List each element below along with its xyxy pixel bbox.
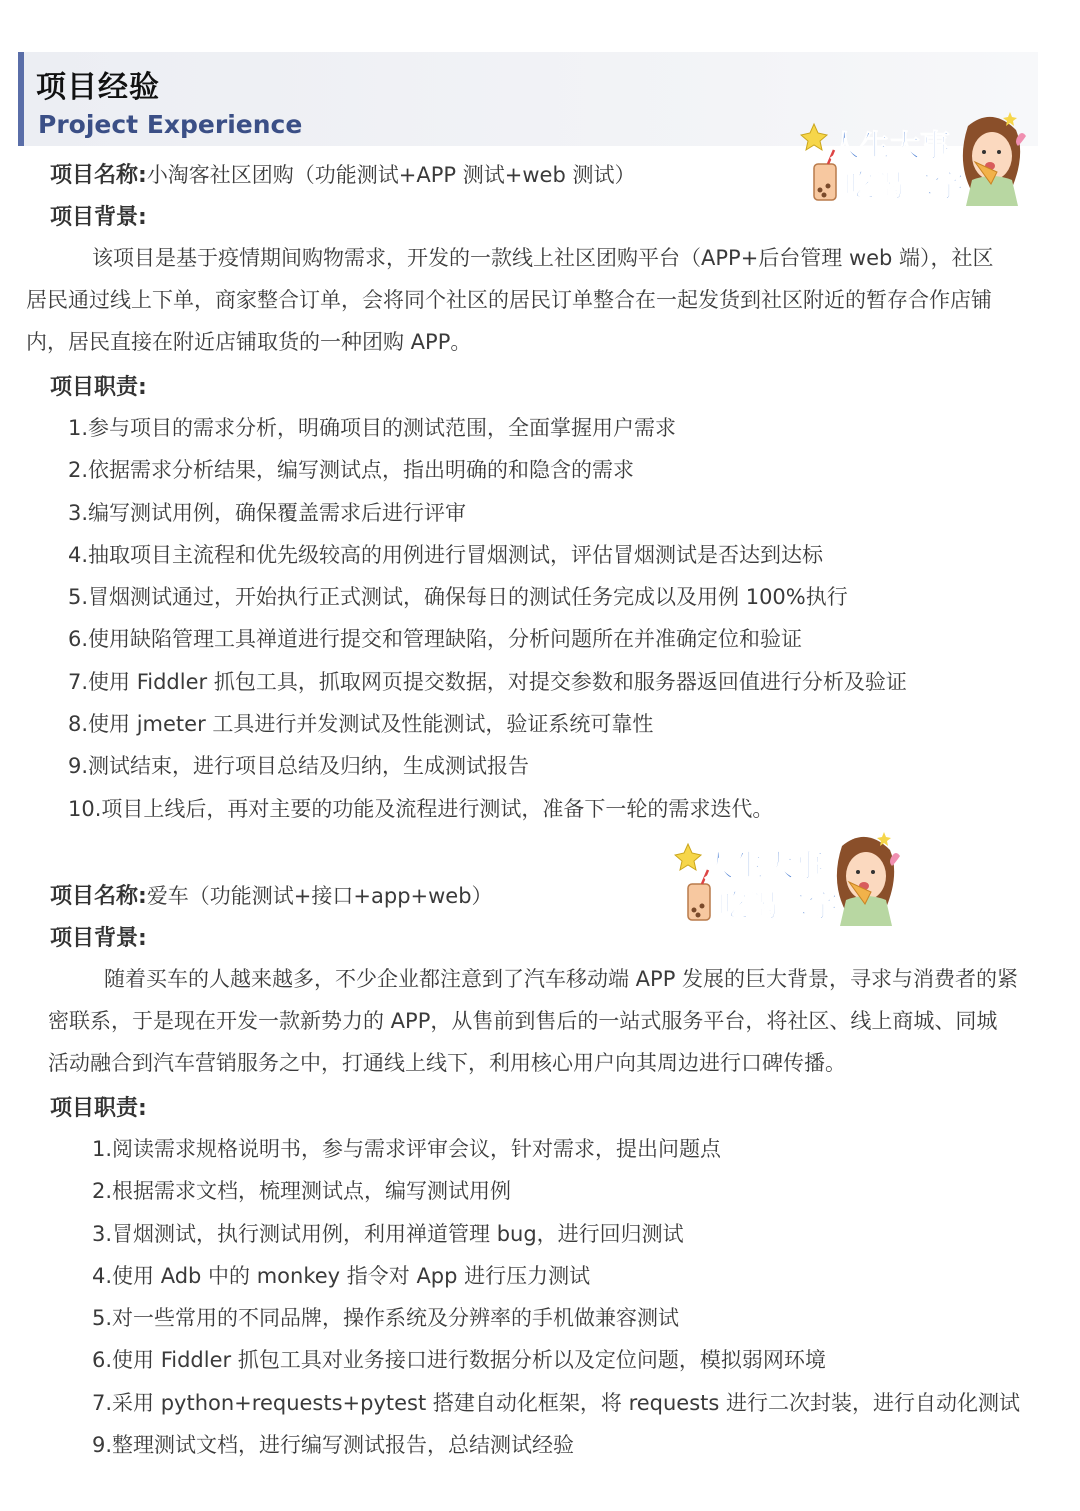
duty-item: 9.整理测试文档，进行编写测试报告，总结测试经验 [92, 1433, 575, 1458]
project-2-duties-label: 项目职责: [50, 1096, 147, 1121]
duty-item: 6.使用缺陷管理工具禅道进行提交和管理缺陷，分析问题所在并准确定位和验证 [68, 627, 803, 652]
sticker-text-1: 人生大事 [704, 849, 824, 884]
duty-item: 2.依据需求分析结果，编写测试点，指出明确的和隐含的需求 [68, 458, 635, 483]
project-name-label: 项目名称: [50, 163, 147, 188]
project-2-background-label: 项目背景: [50, 926, 147, 951]
duty-item: 9.测试结束，进行项目总结及归纳，生成测试报告 [68, 754, 530, 779]
project-1-duties-label: 项目职责: [50, 375, 147, 400]
project-2-duties-list [92, 1128, 1020, 1466]
duty-item: 7.使用 Fiddler 抓包工具，抓取网页提交数据，对提交参数和服务器返回值进行分析及验证 [68, 669, 907, 694]
duty-item: 1.阅读需求规格说明书，参与需求评审会议，针对需求，提出问题点 [92, 1137, 722, 1161]
project-1-background-text [26, 237, 1056, 363]
project-1-duties-list [68, 407, 907, 830]
background-line: 居民通过线上下单，商家整合订单，会将同个社区的居民订单整合在一起发货到社区附近的暂存合作店铺 [26, 288, 992, 312]
duty-item: 2.根据需求文档，梳理测试点，编写测试用例 [92, 1179, 512, 1204]
section-subtitle: Project Experience [38, 110, 303, 139]
duty-item: 4.抽取项目主流程和优先级较高的用例进行冒烟测试，评估冒烟测试是否达到达标 [68, 542, 824, 567]
duty-item: 5.冒烟测试通过，开始执行正式测试，确保每日的测试任务完成以及用例 100%执行 [68, 585, 848, 610]
background-line: 密联系，于是现在开发一款新势力的 APP，从售前到售后的一站式服务平台，将社区、线上商城、同城 [48, 1009, 998, 1033]
project-name-value: 小淘客社区团购（功能测试+APP 测试+web 测试） [146, 163, 636, 187]
project-2-name [50, 879, 493, 910]
project-2-background-text [48, 958, 1058, 1084]
sticker-text-1: 人生大事 [830, 129, 950, 164]
section-title: 项目经验 [36, 70, 160, 105]
duty-item: 5.对一些常用的不同品牌，操作系统及分辨率的手机做兼容测试 [92, 1306, 680, 1331]
background-line: 随着买车的人越来越多，不少企业都注意到了汽车移动端 APP 发展的巨大背景，寻求与消费者的紧 [104, 967, 1019, 991]
duty-item: 4.使用 Adb 中的 monkey 指令对 App 进行压力测试 [92, 1263, 591, 1288]
project-1-name [50, 158, 635, 189]
girl-eating-sticker-icon [674, 826, 904, 930]
duty-item: 10.项目上线后，再对主要的功能及流程进行测试，准备下一轮的需求迭代。 [68, 796, 774, 821]
project-name-value: 爱车（功能测试+接口+app+web） [146, 884, 493, 908]
duty-item: 3.编写测试用例，确保覆盖需求后进行评审 [68, 500, 467, 525]
background-line: 活动融合到汽车营销服务之中，打通线上线下，利用核心用户向其周边进行口碑传播。 [48, 1051, 846, 1075]
sticker-text-2: 吃喝二字 [844, 169, 964, 204]
background-line: 内，居民直接在附近店铺取货的一种团购 APP。 [26, 330, 472, 354]
project-1-background-label: 项目背景: [50, 205, 147, 230]
background-line: 该项目是基于疫情期间购物需求，开发的一款线上社区团购平台（APP+后台管理 web 端），社区 [92, 246, 994, 270]
duty-item: 3.冒烟测试，执行测试用例，利用禅道管理 bug，进行回归测试 [92, 1221, 684, 1246]
duty-item: 1.参与项目的需求分析，明确项目的测试范围，全面掌握用户需求 [68, 416, 677, 440]
duty-item: 7.采用 python+requests+pytest 搭建自动化框架，将 requests 进行二次封装，进行自动化测试 [92, 1390, 1021, 1415]
sticker-text-2: 吃喝二字 [718, 889, 838, 924]
project-name-label: 项目名称: [50, 884, 147, 909]
duty-item: 6.使用 Fiddler 抓包工具对业务接口进行数据分析以及定位问题，模拟弱网环境 [92, 1348, 826, 1373]
duty-item: 8.使用 jmeter 工具进行并发测试及性能测试，验证系统可靠性 [68, 712, 654, 737]
girl-eating-sticker-icon [800, 106, 1030, 210]
